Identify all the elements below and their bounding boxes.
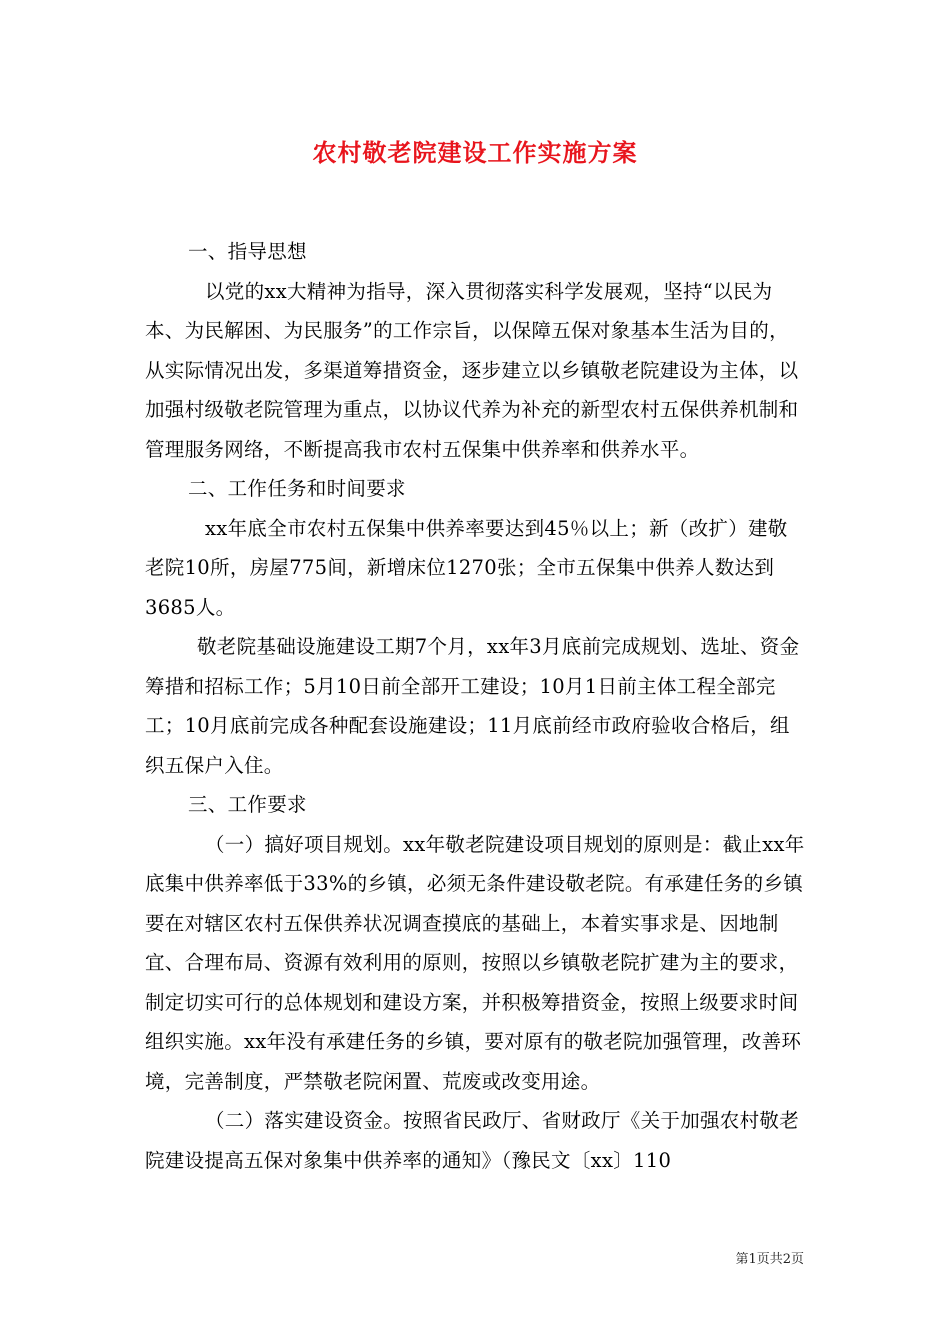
document-title: 农村敬老院建设工作实施方案 — [312, 138, 638, 167]
paragraph: （二）落实建设资金。按照省民政厅、省财政厅《关于加强农村敬老院建设提高五保对象集中供养率的通知》（豫民文〔xx〕110 — [145, 1109, 800, 1172]
paragraph: 以党的xx大精神为指导，深入贯彻落实科学发展观，坚持“以民为本、为民解困、为民服务”的工作宗旨，以保障五保对象基本生活为目的，从实际情况出发，多渠道筹措资金，逐步建立以乡镇敬老院建设为主体，以加强村级敬老院管理为重点，以协议代养为补充的新型农村五保供养机制和管理服务网络，不断提高我市农村五保集中供养率和供养水平。 — [145, 279, 799, 461]
paragraph: xx年底全市农村五保集中供养率要达到45％以上；新（改扩）建敬老院10所，房屋775间，新增床位1270张；全市五保集中供养人数达到3685人。 — [145, 516, 788, 619]
section-heading-3: 三、工作要求 — [188, 793, 307, 816]
paragraph: 敬老院基础设施建设工期7个月，xx年3月底前完成规划、选址、资金筹措和招标工作；5月10日前全部开工建设；10月1日前主体工程全部完工；10月底前完成各种配套设施建设；11月底前经市政府验收合格后，组织五保户入住。 — [145, 635, 800, 777]
section-heading-2: 二、工作任务和时间要求 — [188, 477, 406, 500]
paragraph: （一）搞好项目规划。xx年敬老院建设项目规划的原则是：截止xx年底集中供养率低于33%的乡镇，必须无条件建设敬老院。有承建任务的乡镇要在对辖区农村五保供养状况调查摸底的基础上，本着实事求是、因地制宜、合理布局、资源有效利用的原则，按照以乡镇敬老院扩建为主的要求，制定切实可行的总体规划和建设方案，并积极筹措资金，按照上级要求时间组织实施。xx年没有承建任务的乡镇，要对原有的敬老院加强管理，改善环境，完善制度，严禁敬老院闲置、荒废或改变用途。 — [145, 832, 805, 1093]
section-heading-1: 一、指导思想 — [188, 240, 307, 263]
page-number: 第1页共2页 — [735, 1252, 804, 1267]
document-body — [145, 232, 805, 1180]
